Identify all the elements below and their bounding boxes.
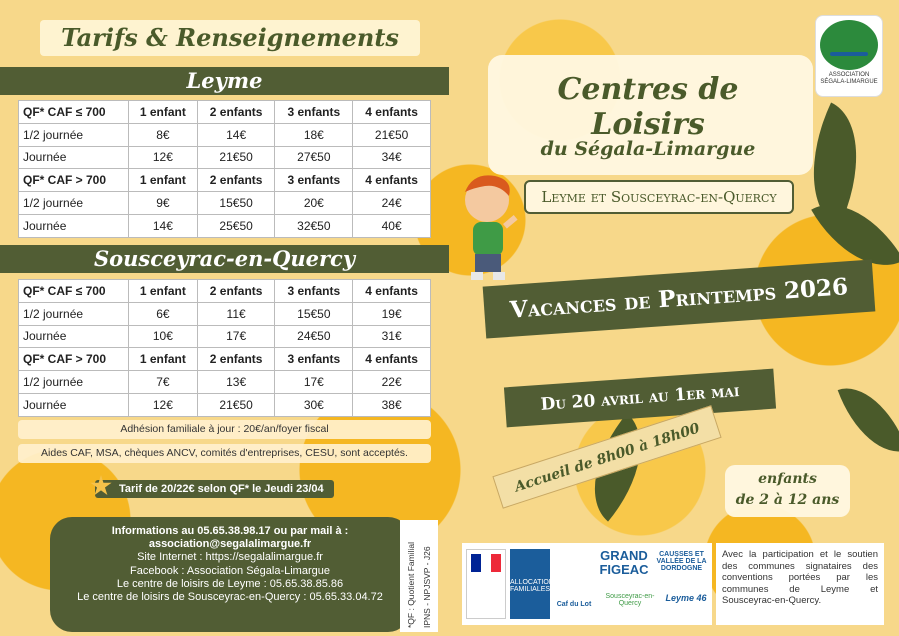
contact-leyme: Le centre de loisirs de Leyme : 05.65.38.85.86 — [116, 577, 344, 590]
towns-label: Leyme et Sousceyrac-en-Quercy — [524, 180, 794, 214]
table-row — [19, 192, 431, 215]
table-cell: 2 enfants — [197, 348, 275, 371]
leyme-table — [18, 100, 431, 238]
table-cell: 3 enfants — [275, 280, 353, 303]
table-cell: Journée — [19, 325, 129, 348]
table-cell: 4 enfants — [353, 169, 431, 192]
table-cell: QF* CAF > 700 — [19, 169, 129, 192]
table-cell: 12€ — [129, 393, 198, 416]
tree-icon — [820, 20, 878, 70]
sousceyrac-band: Sousceyrac-en-Quercy — [0, 245, 449, 273]
table-cell: 1 enfant — [129, 348, 198, 371]
republique-logo — [466, 549, 506, 619]
table-cell: 1/2 journée — [19, 371, 129, 394]
table-cell: 3 enfants — [275, 101, 353, 124]
ages-line1: enfants — [758, 471, 817, 487]
partners-text: Avec la participation et le soutien des communes signataires des conventions portées par les communes de Leyme et Sousceyrac-en-Quercy. — [716, 543, 884, 625]
table-cell: 1/2 journée — [19, 302, 129, 325]
table-cell: 38€ — [353, 393, 431, 416]
table-cell: 3 enfants — [275, 169, 353, 192]
accueil-ribbon: Accueil de 8h00 à 18h00 — [492, 405, 721, 508]
table-cell: 4 enfants — [353, 101, 431, 124]
table-cell: 27€50 — [275, 146, 353, 169]
ages-box — [725, 465, 850, 517]
table-cell: 31€ — [353, 325, 431, 348]
table-cell: 22€ — [353, 371, 431, 394]
table-cell: QF* CAF ≤ 700 — [19, 101, 129, 124]
leyme-logo: Leyme 46 — [665, 593, 707, 603]
table-cell: Journée — [19, 214, 129, 237]
table-cell: QF* CAF ≤ 700 — [19, 280, 129, 303]
table-cell: 34€ — [353, 146, 431, 169]
table-row — [19, 393, 431, 416]
table-cell: 1 enfant — [129, 169, 198, 192]
table-cell: 21€50 — [197, 146, 275, 169]
table-row — [19, 146, 431, 169]
table-cell: 1 enfant — [129, 101, 198, 124]
table-cell: 19€ — [353, 302, 431, 325]
table-cell: 24€ — [353, 192, 431, 215]
aides-text: Aides CAF, MSA, chèques ANCV, comités d'entreprises, CESU, sont acceptés. — [18, 444, 431, 463]
ipns-note: IPNS - NPJSVP - J26 — [422, 546, 432, 628]
table-cell: 30€ — [275, 393, 353, 416]
table-cell: 14€ — [129, 214, 198, 237]
table-row — [19, 214, 431, 237]
table-cell: 17€ — [275, 371, 353, 394]
leaf-decoration — [838, 375, 899, 466]
table-row — [19, 101, 431, 124]
table-cell: Journée — [19, 146, 129, 169]
sub-title: du Ségala-Limargue — [540, 138, 756, 160]
table-cell: 1/2 journée — [19, 192, 129, 215]
causses-logo: CAUSSES ET VALLÉE DE LA DORDOGNE — [656, 551, 707, 572]
table-cell: 20€ — [275, 192, 353, 215]
table-cell: 14€ — [197, 123, 275, 146]
table-cell: 4 enfants — [353, 280, 431, 303]
association-logo — [815, 15, 883, 97]
table-cell: 2 enfants — [197, 280, 275, 303]
contact-sousceyrac: Le centre de loisirs de Sousceyrac-en-Quercy : 05.65.33.04.72 — [77, 591, 383, 604]
table-cell: 10€ — [129, 325, 198, 348]
child-illustration — [455, 172, 525, 292]
table-cell: 2 enfants — [197, 101, 275, 124]
table-cell: 1/2 journée — [19, 123, 129, 146]
table-cell: 40€ — [353, 214, 431, 237]
table-row — [19, 123, 431, 146]
tarif-note: Tarif de 20/22€ selon QF* le Jeudi 23/04 — [95, 480, 334, 498]
contact-box — [50, 517, 410, 632]
dates-banner: Du 20 avril au 1er mai — [504, 369, 776, 428]
table-cell: 25€50 — [197, 214, 275, 237]
vertical-notes — [400, 520, 438, 632]
table-cell: 15€50 — [197, 192, 275, 215]
grand-figeac-logo: GRAND FIGEAC — [599, 548, 649, 577]
table-cell: 32€50 — [275, 214, 353, 237]
qf-note: *QF : Quotient Familial — [406, 542, 416, 628]
table-cell: 15€50 — [275, 302, 353, 325]
table-cell: 2 enfants — [197, 169, 275, 192]
table-row — [19, 371, 431, 394]
contact-line: Informations au 05.65.38.98.17 ou par mail à : — [111, 525, 349, 537]
vacances-banner: Vacances de Printemps 2026 — [483, 259, 876, 338]
contact-email: association@segalalimargue.fr — [148, 538, 312, 551]
table-row — [19, 169, 431, 192]
adhesion-text: Adhésion familiale à jour : 20€/an/foyer fiscal — [18, 420, 431, 439]
table-cell: 21€50 — [197, 393, 275, 416]
table-cell: 21€50 — [353, 123, 431, 146]
table-row — [19, 302, 431, 325]
table-cell: 11€ — [197, 302, 275, 325]
logo-text: ASSOCIATION SÉGALA-LIMARGUE — [820, 72, 878, 85]
table-cell: Journée — [19, 393, 129, 416]
tarifs-title: Tarifs & Renseignements — [40, 20, 420, 56]
caf-lot-label: Caf du Lot — [556, 601, 592, 608]
table-cell: 1 enfant — [129, 280, 198, 303]
table-row — [19, 325, 431, 348]
partner-logos — [462, 543, 712, 625]
leyme-band: Leyme — [0, 67, 449, 95]
table-cell: 13€ — [197, 371, 275, 394]
table-cell: QF* CAF > 700 — [19, 348, 129, 371]
sousceyrac-logo: Sousceyrac-en-Quercy — [605, 593, 655, 607]
ages-line2: de 2 à 12 ans — [735, 492, 840, 508]
table-cell: 12€ — [129, 146, 198, 169]
table-cell: 18€ — [275, 123, 353, 146]
table-row — [19, 348, 431, 371]
contact-website: Site Internet : https://segalalimargue.fr — [137, 551, 323, 564]
sousceyrac-table — [18, 279, 431, 417]
caf-logo: ALLOCATIONS FAMILIALES — [510, 549, 550, 619]
table-cell: 24€50 — [275, 325, 353, 348]
main-title: Centres de Loisirs — [557, 72, 739, 142]
table-cell: 17€ — [197, 325, 275, 348]
table-row — [19, 280, 431, 303]
table-cell: 6€ — [129, 302, 198, 325]
table-cell: 9€ — [129, 192, 198, 215]
table-cell: 8€ — [129, 123, 198, 146]
table-cell: 4 enfants — [353, 348, 431, 371]
table-cell: 3 enfants — [275, 348, 353, 371]
contact-facebook: Facebook : Association Ségala-Limargue — [130, 564, 330, 577]
table-cell: 7€ — [129, 371, 198, 394]
